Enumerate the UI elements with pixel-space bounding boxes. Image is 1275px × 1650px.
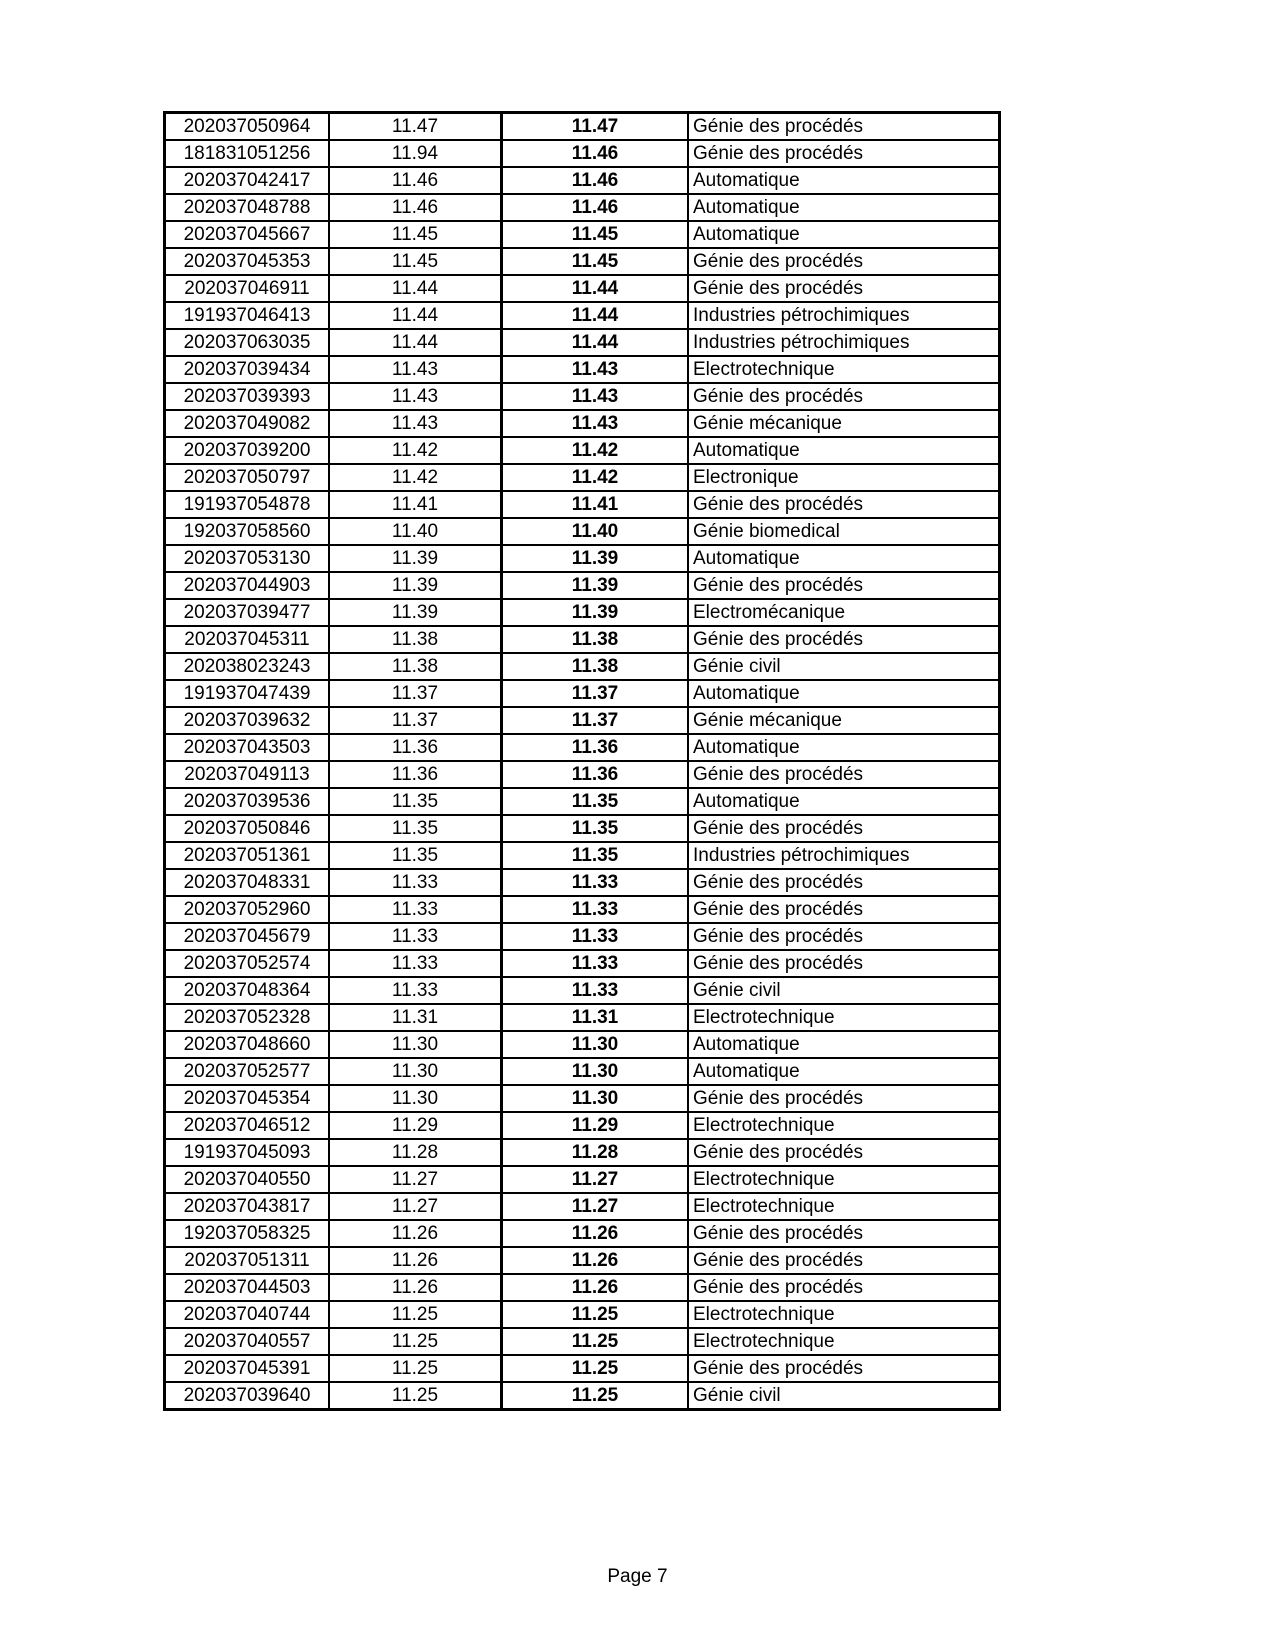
average-cell: 11.30 [502,1058,689,1085]
grade-cell: 11.46 [329,194,502,221]
grade-cell: 11.39 [329,572,502,599]
average-cell: 11.33 [502,923,689,950]
specialty-cell: Electrotechnique [688,1004,1000,1031]
student-id-cell: 191937054878 [165,491,330,518]
specialty-cell: Automatique [688,788,1000,815]
specialty-cell: Génie des procédés [688,815,1000,842]
average-cell: 11.33 [502,896,689,923]
table-row [165,653,1000,680]
specialty-cell: Electrotechnique [688,1301,1000,1328]
grade-cell: 11.44 [329,275,502,302]
specialty-cell: Electronique [688,464,1000,491]
average-cell: 11.44 [502,302,689,329]
student-id-cell: 192037058325 [165,1220,330,1247]
average-cell: 11.33 [502,977,689,1004]
average-cell: 11.45 [502,221,689,248]
table-row [165,1139,1000,1166]
student-id-cell: 202037046911 [165,275,330,302]
table-row [165,275,1000,302]
average-cell: 11.33 [502,950,689,977]
results-table [163,111,1001,1411]
grade-cell: 11.27 [329,1166,502,1193]
grade-cell: 11.47 [329,113,502,141]
table-row [165,680,1000,707]
specialty-cell: Industries pétrochimiques [688,842,1000,869]
table-row [165,1193,1000,1220]
average-cell: 11.46 [502,140,689,167]
average-cell: 11.43 [502,383,689,410]
table-row [165,1220,1000,1247]
student-id-cell: 191937045093 [165,1139,330,1166]
average-cell: 11.42 [502,437,689,464]
specialty-cell: Génie des procédés [688,491,1000,518]
specialty-cell: Automatique [688,734,1000,761]
average-cell: 11.36 [502,761,689,788]
specialty-cell: Automatique [688,545,1000,572]
student-id-cell: 191937047439 [165,680,330,707]
student-id-cell: 202037045679 [165,923,330,950]
table-row [165,815,1000,842]
average-cell: 11.45 [502,248,689,275]
student-id-cell: 202037048331 [165,869,330,896]
table-row [165,1355,1000,1382]
table-row [165,626,1000,653]
average-cell: 11.38 [502,653,689,680]
table-row [165,1031,1000,1058]
average-cell: 11.36 [502,734,689,761]
specialty-cell: Automatique [688,1031,1000,1058]
grade-cell: 11.40 [329,518,502,545]
specialty-cell: Electrotechnique [688,1166,1000,1193]
grade-cell: 11.42 [329,437,502,464]
average-cell: 11.37 [502,707,689,734]
specialty-cell: Automatique [688,437,1000,464]
student-id-cell: 191937046413 [165,302,330,329]
grade-cell: 11.26 [329,1220,502,1247]
grade-cell: 11.33 [329,950,502,977]
student-id-cell: 202037052577 [165,1058,330,1085]
specialty-cell: Génie des procédés [688,869,1000,896]
average-cell: 11.38 [502,626,689,653]
specialty-cell: Génie des procédés [688,275,1000,302]
student-id-cell: 202037050797 [165,464,330,491]
student-id-cell: 202037045353 [165,248,330,275]
student-id-cell: 202037045311 [165,626,330,653]
student-id-cell: 202037039393 [165,383,330,410]
student-id-cell: 202037039536 [165,788,330,815]
specialty-cell: Génie des procédés [688,248,1000,275]
student-id-cell: 202037046512 [165,1112,330,1139]
specialty-cell: Génie des procédés [688,1247,1000,1274]
average-cell: 11.46 [502,194,689,221]
grade-cell: 11.38 [329,653,502,680]
student-id-cell: 202037050846 [165,815,330,842]
table-row [165,788,1000,815]
grade-cell: 11.42 [329,464,502,491]
average-cell: 11.29 [502,1112,689,1139]
grade-cell: 11.33 [329,869,502,896]
student-id-cell: 202037040744 [165,1301,330,1328]
average-cell: 11.46 [502,167,689,194]
specialty-cell: Industries pétrochimiques [688,329,1000,356]
grade-cell: 11.36 [329,761,502,788]
student-id-cell: 202037051361 [165,842,330,869]
table-row [165,896,1000,923]
specialty-cell: Génie civil [688,1382,1000,1410]
grade-cell: 11.30 [329,1031,502,1058]
student-id-cell: 202037048660 [165,1031,330,1058]
table-row [165,1085,1000,1112]
student-id-cell: 202037052328 [165,1004,330,1031]
specialty-cell: Génie des procédés [688,383,1000,410]
table-row [165,1112,1000,1139]
specialty-cell: Industries pétrochimiques [688,302,1000,329]
table-row [165,464,1000,491]
specialty-cell: Génie des procédés [688,1139,1000,1166]
specialty-cell: Génie mécanique [688,707,1000,734]
table-row [165,248,1000,275]
average-cell: 11.30 [502,1085,689,1112]
table-row [165,545,1000,572]
specialty-cell: Génie civil [688,653,1000,680]
student-id-cell: 202037051311 [165,1247,330,1274]
average-cell: 11.28 [502,1139,689,1166]
specialty-cell: Génie des procédés [688,572,1000,599]
average-cell: 11.26 [502,1274,689,1301]
table-row [165,383,1000,410]
student-id-cell: 202037039632 [165,707,330,734]
average-cell: 11.35 [502,815,689,842]
specialty-cell: Electromécanique [688,599,1000,626]
specialty-cell: Automatique [688,221,1000,248]
average-cell: 11.35 [502,788,689,815]
table-row [165,1247,1000,1274]
grade-cell: 11.28 [329,1139,502,1166]
grade-cell: 11.25 [329,1328,502,1355]
table-row [165,842,1000,869]
table-row [165,734,1000,761]
specialty-cell: Génie mécanique [688,410,1000,437]
grade-cell: 11.37 [329,707,502,734]
grade-cell: 11.45 [329,248,502,275]
student-id-cell: 202038023243 [165,653,330,680]
table-row [165,923,1000,950]
grade-cell: 11.33 [329,923,502,950]
grade-cell: 11.38 [329,626,502,653]
specialty-cell: Génie des procédés [688,923,1000,950]
student-id-cell: 202037040550 [165,1166,330,1193]
table-row [165,491,1000,518]
specialty-cell: Génie des procédés [688,113,1000,141]
average-cell: 11.33 [502,869,689,896]
average-cell: 11.27 [502,1193,689,1220]
grade-cell: 11.39 [329,545,502,572]
grade-cell: 11.33 [329,896,502,923]
student-id-cell: 202037049082 [165,410,330,437]
grade-cell: 11.27 [329,1193,502,1220]
specialty-cell: Génie biomedical [688,518,1000,545]
specialty-cell: Génie des procédés [688,1355,1000,1382]
table-row [165,950,1000,977]
student-id-cell: 202037045391 [165,1355,330,1382]
student-id-cell: 202037039434 [165,356,330,383]
table-row [165,410,1000,437]
average-cell: 11.44 [502,275,689,302]
table-row [165,761,1000,788]
specialty-cell: Génie des procédés [688,950,1000,977]
table-row [165,356,1000,383]
grade-cell: 11.33 [329,977,502,1004]
table-row [165,1382,1000,1410]
student-id-cell: 202037045667 [165,221,330,248]
grade-cell: 11.44 [329,302,502,329]
student-id-cell: 202037050964 [165,113,330,141]
student-id-cell: 202037044903 [165,572,330,599]
grade-cell: 11.31 [329,1004,502,1031]
average-cell: 11.44 [502,329,689,356]
grade-cell: 11.94 [329,140,502,167]
student-id-cell: 202037052574 [165,950,330,977]
student-id-cell: 202037042417 [165,167,330,194]
average-cell: 11.31 [502,1004,689,1031]
table-row [165,1274,1000,1301]
student-id-cell: 202037043503 [165,734,330,761]
student-id-cell: 202037040557 [165,1328,330,1355]
specialty-cell: Electrotechnique [688,356,1000,383]
grade-cell: 11.46 [329,167,502,194]
student-id-cell: 202037039477 [165,599,330,626]
average-cell: 11.25 [502,1355,689,1382]
grade-cell: 11.35 [329,842,502,869]
specialty-cell: Automatique [688,167,1000,194]
grade-cell: 11.39 [329,599,502,626]
table-row [165,437,1000,464]
grade-cell: 11.35 [329,815,502,842]
student-id-cell: 202037049113 [165,761,330,788]
grade-cell: 11.43 [329,410,502,437]
table-row [165,113,1000,141]
table-row [165,329,1000,356]
table-row [165,302,1000,329]
grade-cell: 11.44 [329,329,502,356]
specialty-cell: Génie des procédés [688,140,1000,167]
table-row [165,572,1000,599]
average-cell: 11.26 [502,1247,689,1274]
grade-cell: 11.25 [329,1301,502,1328]
table-row [165,869,1000,896]
average-cell: 11.40 [502,518,689,545]
average-cell: 11.27 [502,1166,689,1193]
grade-cell: 11.36 [329,734,502,761]
average-cell: 11.30 [502,1031,689,1058]
specialty-cell: Electrotechnique [688,1328,1000,1355]
student-id-cell: 202037048364 [165,977,330,1004]
student-id-cell: 202037039640 [165,1382,330,1410]
average-cell: 11.42 [502,464,689,491]
table-row [165,707,1000,734]
specialty-cell: Génie des procédés [688,896,1000,923]
table-row [165,140,1000,167]
grade-cell: 11.41 [329,491,502,518]
results-table-body [165,113,1000,1410]
specialty-cell: Génie des procédés [688,1085,1000,1112]
student-id-cell: 202037044503 [165,1274,330,1301]
grade-cell: 11.25 [329,1355,502,1382]
table-row [165,1058,1000,1085]
grade-cell: 11.26 [329,1247,502,1274]
specialty-cell: Génie des procédés [688,1274,1000,1301]
grade-cell: 11.25 [329,1382,502,1410]
student-id-cell: 202037048788 [165,194,330,221]
page-number: Page 7 [607,1566,668,1587]
average-cell: 11.39 [502,572,689,599]
specialty-cell: Automatique [688,194,1000,221]
student-id-cell: 202037063035 [165,329,330,356]
specialty-cell: Génie civil [688,977,1000,1004]
specialty-cell: Electrotechnique [688,1112,1000,1139]
specialty-cell: Génie des procédés [688,1220,1000,1247]
average-cell: 11.41 [502,491,689,518]
average-cell: 11.43 [502,410,689,437]
grade-cell: 11.30 [329,1058,502,1085]
average-cell: 11.39 [502,545,689,572]
student-id-cell: 202037045354 [165,1085,330,1112]
average-cell: 11.37 [502,680,689,707]
grade-cell: 11.30 [329,1085,502,1112]
specialty-cell: Electrotechnique [688,1193,1000,1220]
student-id-cell: 181831051256 [165,140,330,167]
average-cell: 11.43 [502,356,689,383]
grade-cell: 11.26 [329,1274,502,1301]
specialty-cell: Automatique [688,680,1000,707]
specialty-cell: Génie des procédés [688,761,1000,788]
table-row [165,518,1000,545]
average-cell: 11.47 [502,113,689,141]
grade-cell: 11.35 [329,788,502,815]
grade-cell: 11.43 [329,383,502,410]
average-cell: 11.26 [502,1220,689,1247]
student-id-cell: 202037053130 [165,545,330,572]
average-cell: 11.25 [502,1301,689,1328]
grade-cell: 11.29 [329,1112,502,1139]
table-row [165,194,1000,221]
table-row [165,1004,1000,1031]
student-id-cell: 192037058560 [165,518,330,545]
grade-cell: 11.43 [329,356,502,383]
specialty-cell: Génie des procédés [688,626,1000,653]
table-row [165,221,1000,248]
average-cell: 11.25 [502,1328,689,1355]
grade-cell: 11.45 [329,221,502,248]
average-cell: 11.35 [502,842,689,869]
average-cell: 11.25 [502,1382,689,1410]
table-row [165,167,1000,194]
table-row [165,1301,1000,1328]
student-id-cell: 202037043817 [165,1193,330,1220]
table-row [165,1166,1000,1193]
table-row [165,1328,1000,1355]
grade-cell: 11.37 [329,680,502,707]
specialty-cell: Automatique [688,1058,1000,1085]
average-cell: 11.39 [502,599,689,626]
table-row [165,977,1000,1004]
table-row [165,599,1000,626]
student-id-cell: 202037052960 [165,896,330,923]
student-id-cell: 202037039200 [165,437,330,464]
